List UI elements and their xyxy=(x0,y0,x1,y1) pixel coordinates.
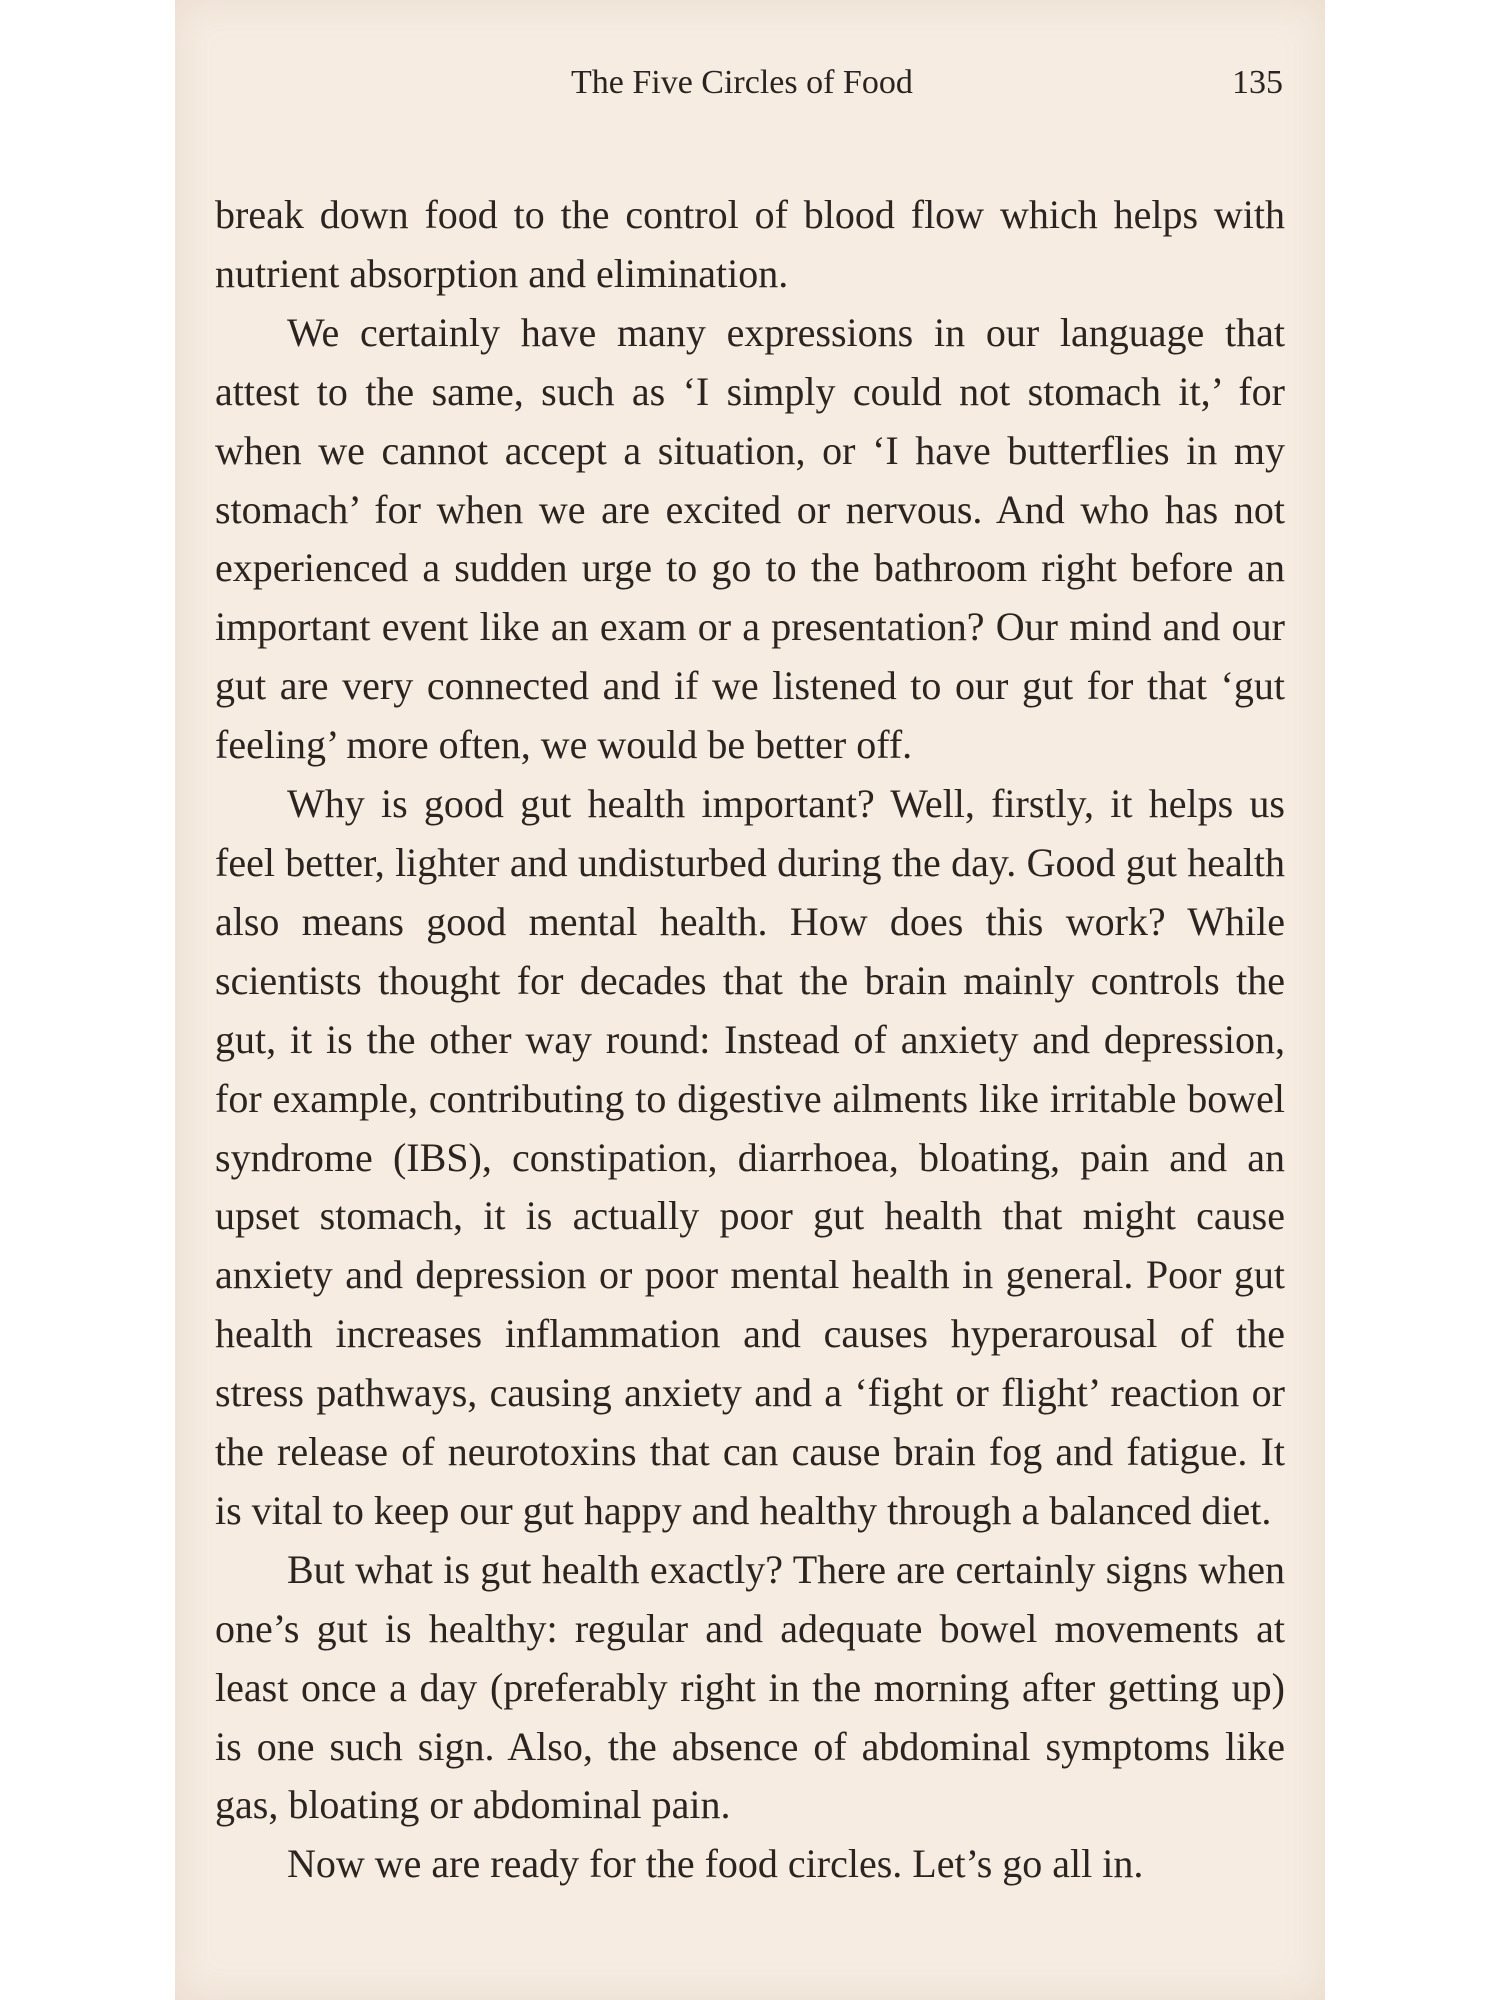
paragraph-what-is-gut-health: But what is gut health exactly? There are certainly signs when one’s gut is healthy: regular and adequate bowel movements at least once a day (preferably right in the morning after getting up) is one such sign. Also, the absence of abdominal symptoms like gas, bloating or abdominal pain. xyxy=(215,1546,1285,1828)
paragraph-why-gut-health: Why is good gut health important? Well, firstly, it helps us feel better, lighter and undisturbed during the day. Good gut health also means good mental health. How does this work? While scientists thought for decades that the brain mainly controls the gut, it is the other way round: Instead of anxiety and depression, for example, contributing to digestive ailments like irritable bowel syndrome (IBS), constipation, diarrhoea, bloating, pain and an upset stomach, it is actually poor gut health that might cause anxiety and depression or poor mental health in general. Poor gut health increases inflammation and causes hyperarousal of the stress pathways, causing anxiety and a ‘fight or flight’ reaction or the release of neurotoxins that can cause brain fog and fatigue. It is vital to keep our gut happy and healthy through a balanced diet. xyxy=(215,781,1285,1533)
body-text xyxy=(215,186,1285,1894)
running-head xyxy=(175,64,1325,108)
page-number: 135 xyxy=(1232,64,1283,101)
paragraph-continued: break down food to the control of blood flow which helps with nutrient absorption and elimination. xyxy=(215,192,1285,296)
paragraph-expressions: We certainly have many expressions in our language that attest to the same, such as ‘I simply could not stomach it,’ for when we cannot accept a situation, or ‘I have butterflies in my stomach’ for when we are excited or nervous. And who has not experienced a sudden urge to go to the bathroom right before an important event like an exam or a presentation? Our mind and our gut are very connected and if we listened to our gut for that ‘gut feeling’ more often, we would be better off. xyxy=(215,309,1285,768)
book-page xyxy=(175,0,1325,2000)
running-title: The Five Circles of Food xyxy=(571,64,913,101)
paragraph-closing: Now we are ready for the food circles. Let’s go all in. xyxy=(287,1841,1144,1887)
